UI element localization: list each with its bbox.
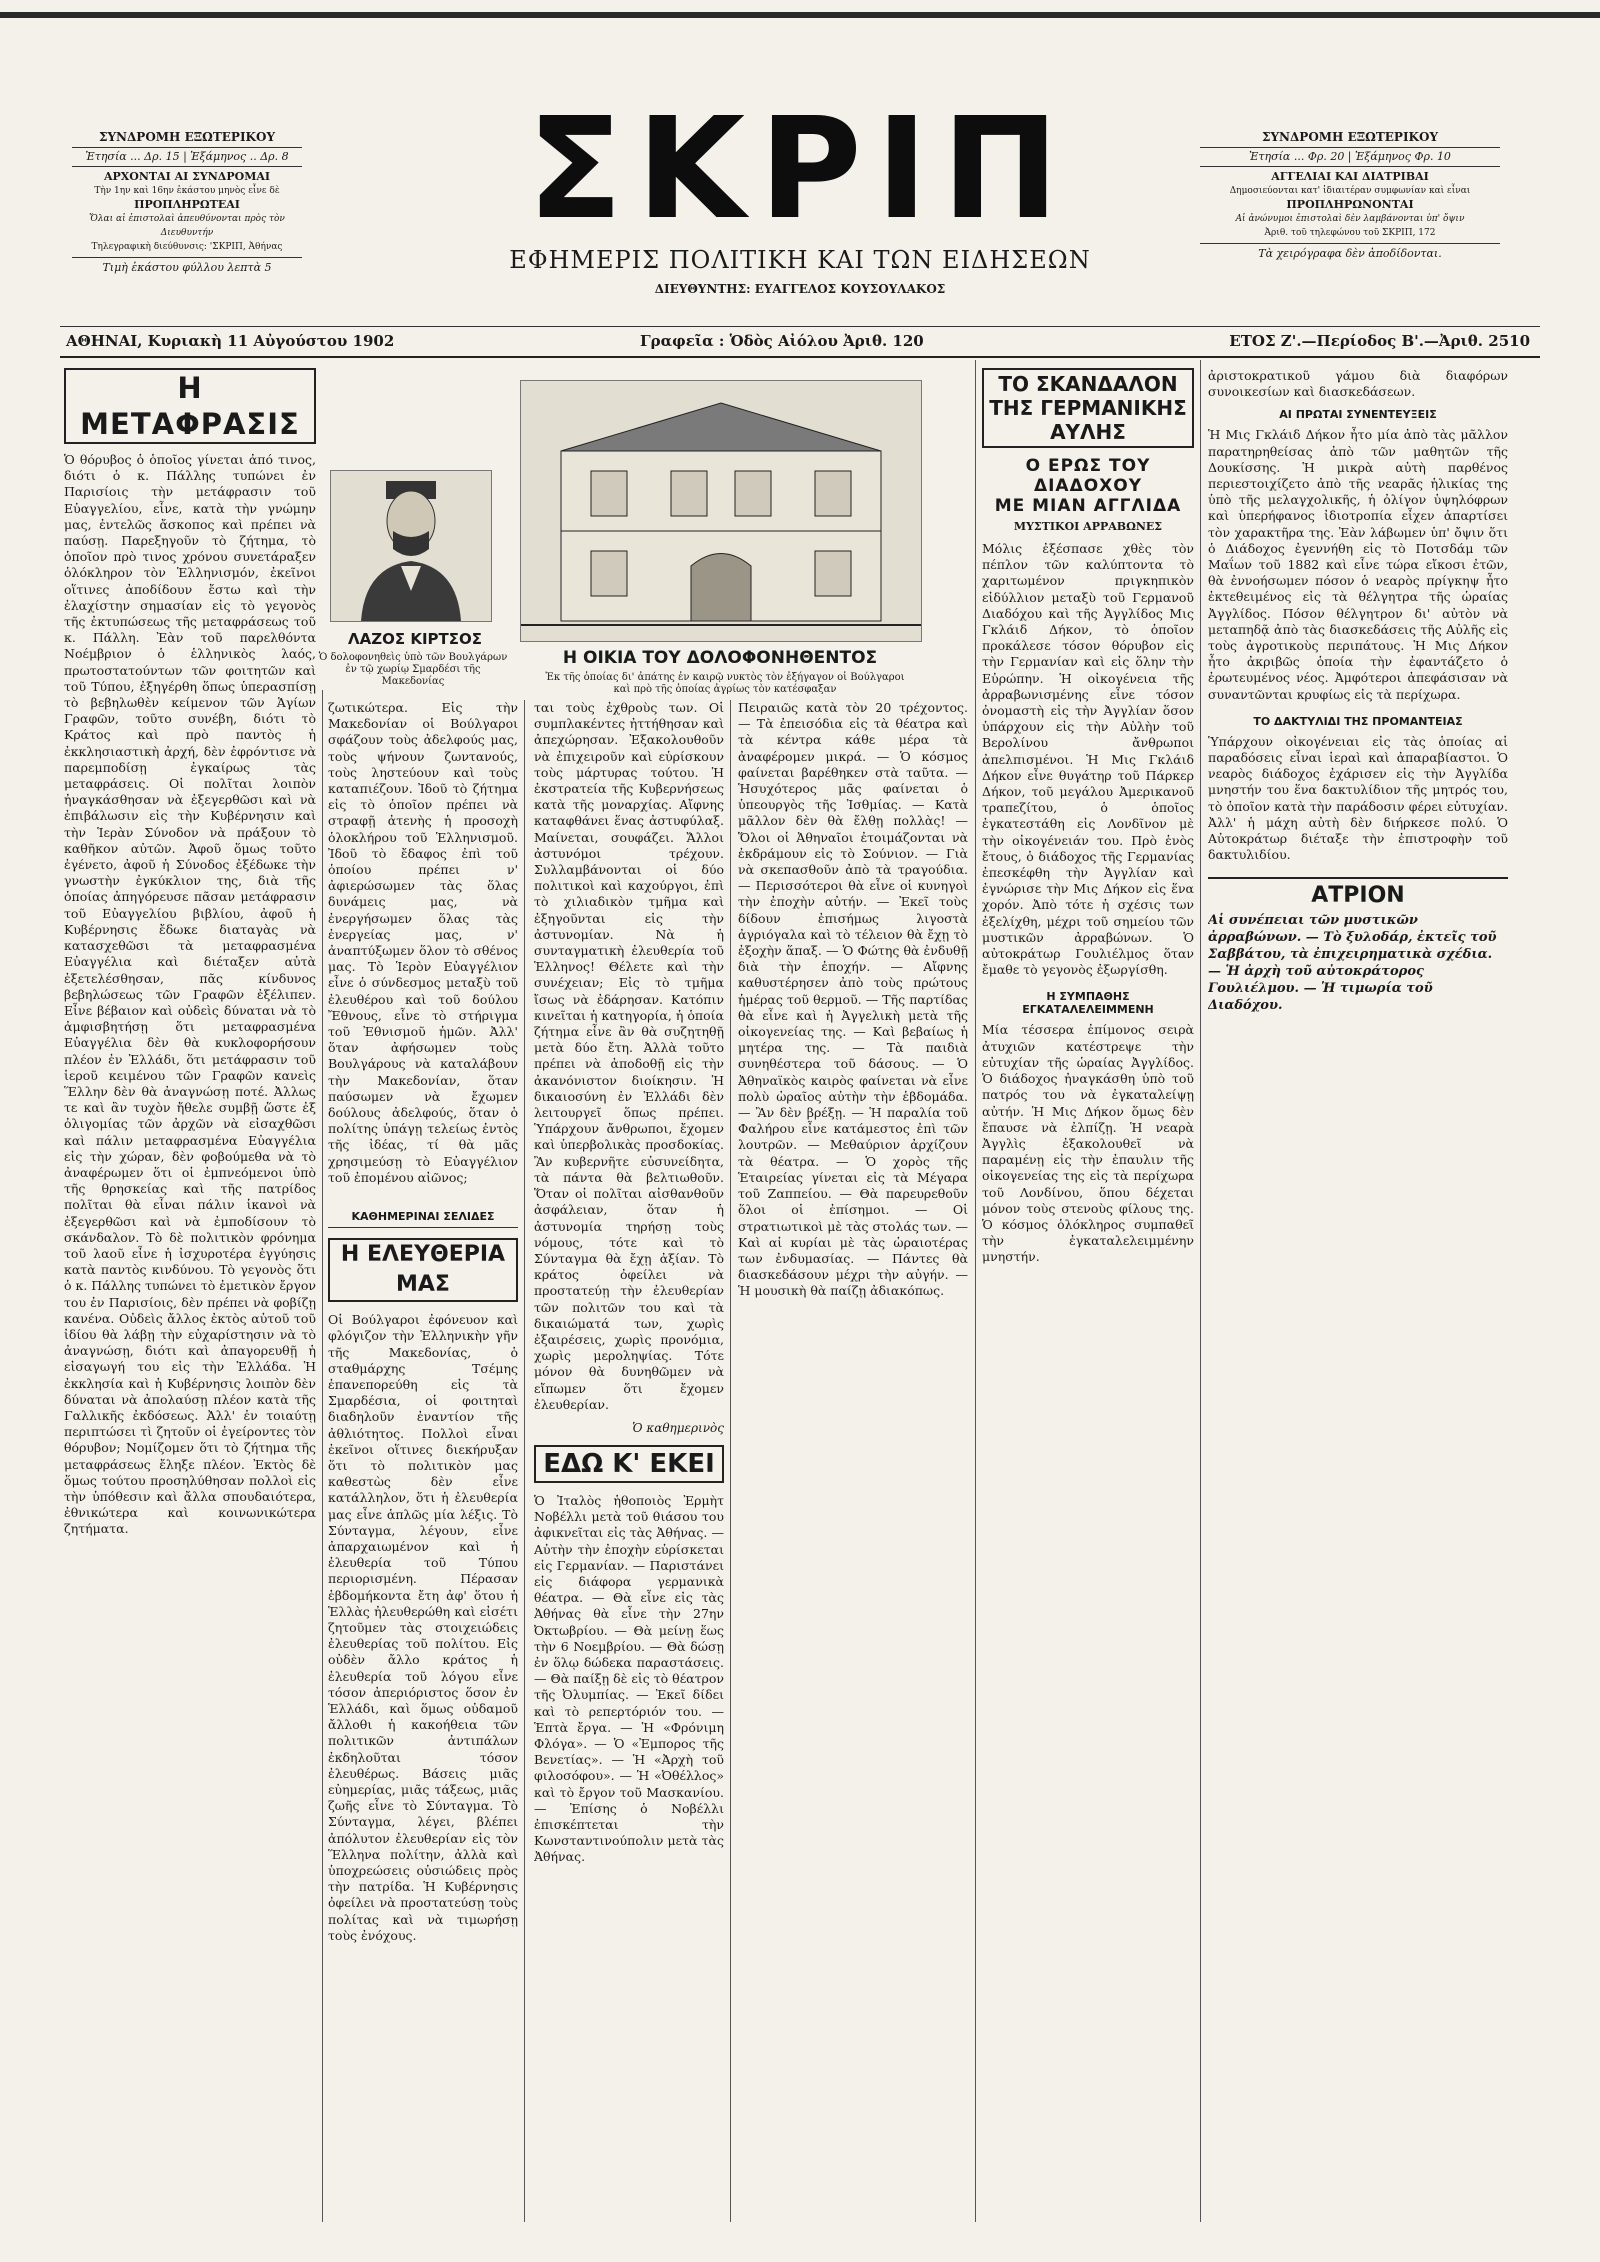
manuscripts-note: Τὰ χειρόγραφα δὲν ἀποδίδονται.: [1200, 243, 1500, 261]
portrait-subcaption: Ὁ δολοφονηθεὶς ὑπὸ τῶν Βουλγάρων ἐν τῷ χωρίῳ Σμαρδέσι τῆς Μακεδονίας: [318, 652, 508, 687]
dateline-rule-top: [60, 326, 1540, 327]
subscription-title-right: ΣΥΝΔΡΟΜΗ ΕΞΩΤΕΡΙΚΟΥ: [1261, 130, 1439, 144]
headline-translation: Η ΜΕΤΑΦΡΑΣΙΣ: [64, 368, 316, 444]
masthead: [390, 88, 1210, 296]
subscription-left: [72, 130, 302, 275]
column-3-body: ται τοὺς ἐχθροὺς των. Οἱ συμπλακέντες ἠττήθησαν καὶ ἀπεχώρησαν. Ἐξακολουθοῦν νὰ ἐπιχειροῦν καὶ εὑρίσκουν τοὺς μάρτυρας τούτου. Ἡ ἐκστρατεία τῆς Κυβερνήσεως κατὰ τῆς μοναρχίας. Αἴφνης καταφθάνει ἕνας ἀστυφύλαξ. Μαίνεται, σουφάζει. Ἄλλοι ἀστυνόμοι τρέχουν. Συλλαμβάνονται οἱ δύο πολιτικοὶ καὶ καχούργοι, ἐπὶ τὸ χιλιαδικὸν τμῆμα καὶ ἐξηγοῦνται εἰς τὴν ἀστυνομίαν. Νὰ ἡ συνταγματικὴ ἐλευθερία τοῦ Ἑλληνος! Θέλετε καὶ τὴν συνέχειαν; Εἰς τὸ τμῆμα ἴσως νὰ ἐδάρησαν. Κατόπιν κινεῖται ἡ κατηγορία, ἡ ὁποία ζήτημα εἶνε ἂν θὰ συζητηθῇ μετὰ δύο ἔτη. Ἀλλὰ τοῦτο πρέπει νὰ ἀποδοθῇ εἰς τὴν ἀκανόνιστον διοίκησιν. Ἡ δικαιοσύνη ἐν Ἑλλάδι δὲν λειτουργεῖ ὅπως πρέπει. Ὑπάρχουν ἄνθρωποι, ἔχομεν καὶ ὑπερβολικὰς προσδοκίας. Ἂν κυβερνῆτε εὐσυνείδητα, τὰ πάντα θὰ βελτιωθοῦν. Ὅταν οἱ πολῖται αἰσθανθοῦν ἀσφάλειαν, ὅταν ἡ ἀστυνομία τηρήσῃ τοὺς νόμους, τότε καὶ τὸ Σύνταγμα θὰ ἔχῃ ἀξίαν. Τὸ κράτος ὀφείλει νὰ προστατεύῃ τὴν ἐλευθερίαν τῶν πολιτῶν του καὶ τὰ δικαιώματά των, χωρὶς ἐξαιρέσεις, χωρὶς προνόμια, χωρὶς μεροληψίας. Τότε μόνον θὰ δυνηθῶμεν νὰ εἴπωμεν ὅτι ἔχομεν ἐλευθερίαν.: [534, 700, 724, 1412]
column-1: [64, 368, 316, 2228]
telegraph-address: Τηλεγραφικὴ διεύθυνσις: 'ΣΚΡΙΠ, Ἀθήνας: [91, 242, 283, 252]
daily-signature: Ὁ καθημερινὸς: [632, 1420, 724, 1435]
portrait-article-body: ζωτικώτερα. Εἰς τὴν Μακεδονίαν οἱ Βούλγαροι σφάζουν τοὺς ἀδελφούς μας, τοὺς ψήνουν ζωντανούς, τοὺς ληστεύουν καὶ τοὺς καταπιέζουν. Ἰδοῦ τὸ ζήτημα εἰς τὸ ὁποῖον πρέπει νὰ στραφῇ ἀτενὴς ἡ προσοχὴ ὁλοκλήρου τοῦ Ἑλληνισμοῦ. Ἰδοῦ τὸ ἔδαφος ἐπὶ τοῦ ὁποίου πρέπει ν' ἀφιερώσωμεν τὰς ὅλας δυνάμεις μας, νὰ ἐνεργήσωμεν ὅλας τὰς ἐνεργείας μας, ν' ἀναπτύξωμεν ὅλον τὸ σθένος μας. Τὸ Ἱερὸν Εὐαγγέλιον εἶνε ὁ σύνδεσμος μεταξὺ τοῦ ἐλευθέρου καὶ τοῦ δούλου Ἔθνους, εἶνε τὸ στήριγμα τοῦ Ἐθνισμοῦ ἡμῶν. Ἀλλ' ὅταν ἀφήσωμεν τοὺς Βουλγάρους νὰ καταλάβουν τὴν Μακεδονίαν, ὅταν παύσωμεν νὰ ἔχωμεν δούλους ἀδελφούς, ὅταν ὁ πολίτης ὑπάγῃ τελείως ἐντὸς τῆς ἰδέας, τί θὰ μᾶς χρησιμεύσῃ τὸ Εὐαγγέλιον τοῦ ἐπομένου αἰῶνος;: [328, 700, 518, 1185]
newspaper-subtitle: ΕΦΗΜΕΡΙΣ ΠΟΛΙΤΙΚΗ ΚΑΙ ΤΩΝ ΕΙΔΗΣΕΩΝ: [509, 246, 1091, 274]
anonymous-letters-note: Αἱ ἀνώνυμοι ἐπιστολαὶ δὲν λαμβάνονται ὑπ' ὄψιν: [1235, 214, 1465, 224]
ring-subhead: ΤΟ ΔΑΚΤΥΛΙΔΙ ΤΗΣ ΠΡΟΜΑΝΤΕΙΑΣ: [1253, 714, 1463, 728]
prepaid-label-right: ΠΡΟΠΛΗΡΩΝΟΝΤΑΙ: [1286, 198, 1414, 211]
column-4-body: Πειραιῶς κατὰ τὸν 20 τρέχοντος. — Τὰ ἐπεισόδια εἰς τὰ θέατρα καὶ τὰ κέντρα κάθε μέρα τὰ ἀναφέρομεν μικρά. — Ὁ κόσμος φαίνεται βαρέθηκεν στὰ ταῦτα. — Ἡσυχότερος μᾶς φαίνεται ὁ ὑπεουργὸς τῆς Ἰσθμίας. — Κατὰ μᾶλλον δὲν θὰ ἔλθῃ πολλὰς! — Ὅλοι οἱ Ἀθηναῖοι ἐτοιμάζονται νὰ ἐκδράμουν εἰς τὸ Σούνιον. — Γιὰ νὰ σκεπασθοῦν ἀπὸ τὰ τραγούδια. — Περισσότεροι θὰ εἶνε οἱ κυνηγοὶ τὴν ἐποχὴν αὐτήν. — Ἐκεῖ τοὺς δίδουν ἐπισήμως λιγοστὰ ἀγριόγαλα καὶ τὸ τέλειον θὰ ἔχῃ τὸ ἐξοχὴν ἅπαξ. — Ὁ Φώτης θὰ ἐνδυθῇ διὰ τὴν ἐποχήν. — Αἴφνης καθυστέρησεν ἀπὸ τοὺς πρώτους ἡμέρας τοῦ θερμοῦ. — Τῆς παρτίδας θὰ εἶνε καὶ ἡ Ἀγγελικὴ μετὰ τῆς οἰκογενείας της. — Καὶ βεβαίως ἡ μητέρα της. — Τὰ παιδιὰ συνηθέστερα τοῦ δάσους. — Ὁ Ἀθηναϊκὸς καιρὸς φαίνεται νὰ εἶνε πολὺ ὡραῖος αὐτὴν τὴν ἑβδομάδα. — Ἂν δὲν βρέξῃ. — Ἡ παραλία τοῦ Φαλήρου εἶνε κατάμεστος ἐπὶ τῶν λουτρῶν. — Μεθαύριον ἀρχίζουν τὰ θέατρα. — Ὁ χορὸς τῆς Ἑταιρείας γίνεται εἰς τὰ Μέγαρα τοῦ Ζαππείου. — Θὰ παρευρεθοῦν ὅλοι οἱ ἐπίσημοι. — Οἱ στρατιωτικοὶ μὲ τὰς στολάς των. — Καὶ αἱ κυρίαι μὲ τὰς ὡραιοτέρας των ἐνδυμασίας. — Πάντες θὰ διασκεδάσουν μέχρι τὴν αὐγήν. — Ἡ μουσικὴ θὰ παίζῃ ἀδιακόπως.: [738, 700, 968, 1299]
portrait-illustration: [331, 471, 491, 621]
issue-price: Τιμὴ ἑκάστου φύλλου λεπτὰ 5: [72, 257, 302, 275]
scandal-subtitle-3: ΜΥΣΤΙΚΟΙ ΑΡΡΑΒΩΝΕΣ: [1013, 520, 1163, 533]
house-image: [520, 380, 922, 642]
subscription-right: [1200, 130, 1500, 261]
abandoned-subhead: Η ΣΥΜΠΑΘΗΣ ΕΓΚΑΤΑΛΕΛΕΙΜΜΕΝΗ: [1022, 990, 1154, 1017]
column-6-top: ἀριστοκρατικοῦ γάμου διὰ διαφόρων συνοικεσίων καὶ διασκεδάσεων.: [1208, 368, 1508, 400]
column-2: [328, 700, 518, 2230]
abandoned-body: Μία τέσσερα ἐπίμονος σειρὰ ἀτυχιῶν κατέστρεψε τὴν εὐτυχίαν τῆς ὡραίας Ἀγγλίδος. Ὁ διάδοχος ἠναγκάσθη ὑπὸ τοῦ πατρός του νὰ ἐγκαταλείψῃ αὐτήν. Ἡ Μις Δήκον ὅμως δὲν ἔπαυσε νὰ ἐλπίζῃ. Ἡ νεαρὰ Ἀγγλὶς ἐξακολουθεῖ νὰ παραμένῃ εἰς τὴν ἐπαυλιν τῆς οἰκογενείας της εἰς τὰ περίχωρα τοῦ Λονδίνου, ὅπου δέχεται μόνον τοὺς στενοὺς φίλους της. Ὁ κόσμος ὁλόκληρος συμπαθεῖ τὴν ἐγκαταλελειμμένην μνηστήν.: [982, 1022, 1194, 1265]
portrait-image: [330, 470, 492, 622]
house-caption: Η ΟΙΚΙΑ ΤΟΥ ΔΟΛΟΦΟΝΗΘΕΝΤΟΣ: [562, 648, 878, 668]
column-label: ΚΑΘΗΜΕΡΙΝΑΙ ΣΕΛΙΔΕΣ: [328, 1210, 518, 1228]
column-5: [982, 368, 1194, 2228]
ads-label: ΑΓΓΕΛΙΑΙ ΚΑΙ ΔΙΑΤΡΙΒΑΙ: [1271, 170, 1429, 183]
translation-article-body: Ὁ θόρυβος ὁ ὁποῖος γίνεται ἀπό τινος, διότι ὁ κ. Πάλλης τυπώνει ἐν Παρισίοις τὴν μετάφρασιν τοῦ Εὐαγγελίου, εἶνε, κατὰ τὴν γνώμην μας, ἐντελῶς ἄσκοπος καὶ πρέπει νὰ παύσῃ. Παρεξηγοῦν τὸ ζήτημα, τὸ ὁποῖον πρὸ τινος χρόνου συνετάραξεν ὁλόκληρον τὸν Ἑλληνισμόν, ἐκεῖνοι οἵτινες ἀποδίδουν ἔστω καὶ τὴν ἐλαχίστην σημασίαν εἰς τὸ γεγονὸς τῆς ἐκτυπώσεως τῆς μεταφράσεως τοῦ κ. Πάλλη. Ἐὰν τοῦ παρελθόντα Νοέμβριον ὁ ἑλληνικὸς λαός, πρωτοστατούντων τῶν φοιτητῶν καὶ τοῦ Τύπου, ἐξηγέρθη ὅπως ὑπερασπίσῃ τὸ βεβηλωθὲν κείμενον τῶν Ἁγίων Γραφῶν, τοῦτο συνέβη, διότι τὸ Κράτος καὶ πρὸ παντὸς ἡ ἐκκλησιαστικὴ ἀρχή, δὲν ἐφρόντισε νὰ παρεμποδίσῃ ἐγκαίρως τὰς μεταφράσεις. Οἱ πολῖται λοιπὸν ἠναγκάσθησαν νὰ ἐξεγερθῶσι καὶ νὰ ἐπιβάλωσιν εἰς τὴν Κυβέρνησιν καὶ τὴν Ἱερὰν Σύνοδον νὰ πράξουν τὸ καθῆκον αὐτῶν. Ἀφοῦ ὅμως τοῦτο ἐγένετο, ἀφοῦ ἡ Σύνοδος ἐξέδωκε τὴν γνωστὴν ἐγκύκλιον της, διὰ τῆς ὁποίας ἀπηγόρευσε πᾶσαν μετάφρασιν τοῦ Εὐαγγελίου βιβλίου, ἀφοῦ ἡ Κυβέρνησις ἔδωκε διαταγὰς νὰ κατασχεθῶσι τὰ μεταφρασμένα Εὐαγγέλια καὶ διέταξεν αὐτὰ ἐξετελέσθησαν, πᾶς κίνδυνος βεβηλώσεως τῶν Γραφῶν ἐξέλιπεν. Εἶνε βέβαιον καὶ οὐδεὶς δύναται νὰ τὸ ἀμφισβητήσῃ ὅτι μεταφρασμένα Εὐαγγέλια δὲν θὰ κυκλοφορήσουν πλέον ἐν Ἑλλάδι, ὅτι μετάφρασιν τοῦ ἱεροῦ κειμένου τῶν Γραφῶν κανεὶς Ἕλλην δὲν θὰ ἀναγνώσῃ ποτέ. Ἀλλως τε καὶ ἂν τυχὸν ἤθελε συμβῇ ὥστε ἐξ ὀλιγομίας τῶν ἀρχῶν νὰ εἰσαχθῶσι καὶ πάλιν μεταφρασμένα Εὐαγγέλια εἰς τὴν χώραν, δὲν φοβούμεθα νὰ τὸ ἀναφέρωμεν ὅτι οἱ ἐμπνεόμενοι ὑπὸ τῆς θρησκείας καὶ τῆς πατρίδος πολῖται θὰ εἶναι πάλιν ἱκανοὶ νὰ ἐξεγερθῶσι καὶ νὰ ἐμποδίσουν τὸ σκάνδαλον. Τὸ δὲ πολιτικὸν φρόνημα τοῦ λαοῦ εἶνε ἡ ἰσχυροτέρα ἐγγύησις κατὰ παντὸς κινδύνου. Τὸ γεγονὸς ὅτι ὁ κ. Πάλλης τυπώνει τὸ ἐμετικὸν ἔργον του ἐν Παρισίοις, δὲν πρέπει νὰ φοβίζῃ κανένα. Οὐδεὶς ἄλλος ἐκτὸς αὐτοῦ τοῦ ἰδίου θὰ λάβῃ τὴν εὐχαρίστησιν νὰ τὸ ἀναγνώσῃ, διότι καὶ ἀπαγορευθῇ ἡ εἰσαγωγή του εἰς τὴν Ἑλλάδα. Ἡ ἐκκλησία καὶ ἡ Κυβέρνησις λοιπὸν δὲν δύναται νὰ ἀπολαύσῃ πλέον κατὰ τῆς Γαλλικῆς ἐκδόσεως. Ἀλλ' ἐν τοιαύτῃ περιπτώσει τὶ ζητοῦν οἱ ἐγείροντες τὸν θόρυβον; Νομίζομεν ὅτι τὸ ζήτημα τῆς μεταφράσεως ἔληξε πλέον. Ἐκτὸς δὲ ὅμως τούτου προσηλύθησαν πολλοὶ εἰς τὴν ὑπόθεσιν καὶ ἄλλα σπουδαιότερα, ἐθνικώτερα καὶ κοινωνικώτερα ζητήματα.: [64, 452, 316, 1537]
scandal-subtitle-1: Ο ΕΡΩΣ ΤΟΥ ΔΙΑΔΟΧΟΥ: [1025, 456, 1151, 496]
column-rule-1: [322, 690, 323, 2222]
subscriptions-start: ΑΡΧΟΝΤΑΙ ΑΙ ΣΥΝΔΡΟΜΑΙ: [103, 170, 271, 183]
here-and-there-body: Ὁ Ἰταλὸς ἡθοποιὸς Ἐρμὴτ Νοβέλλι μετὰ τοῦ θιάσου του ἀφικνεῖται εἰς τὰς Ἀθήνας. — Αὐτὴν τὴν ἐποχὴν εὑρίσκεται εἰς Γερμανίαν. — Παριστάνει εἰς διάφορα γερμανικὰ θέατρα. — Θὰ εἶνε εἰς τὰς Ἀθήνας θὰ εἶνε τὴν 27ην Ὀκτωβρίου. — Θὰ μείνῃ ἕως τὴν 6 Νοεμβρίου. — Θὰ δώσῃ ἐν ὅλῳ δώδεκα παραστάσεις. — Θὰ παίξῃ δὲ εἰς τὸ θέατρον τῆς Ὀλυμπίας. — Ἐκεῖ δίδει καὶ τὸ ρεπερτόριόν του. — Ἑπτὰ ἔργα. — Ἡ «Φρόνιμη Φλόγα». — Ὁ «Ἐμπορος τῆς Βενετίας». — Ἡ «Ἀρχὴ τοῦ φιλοσόφου». — Ἡ «Ὀθέλλος» καὶ τὸ ἔργον τοῦ Μασκανίου. — Ἐπίσης ὁ Νοβέλλι ἐπισκέπτεται τὴν Κωνσταντινούπολιν μετὰ τὰς Ἀθήνας.: [534, 1492, 724, 1865]
freedom-article-body: Οἱ Βούλγαροι ἐφόνευον καὶ φλόγιζον τὴν Ἑλληνικὴν γῆν τῆς Μακεδονίας, ὁ σταθμάρχης Τσέμης ἐπανεπορεύθη εἰς τὰ Σμαρδέσια, οἱ φοιτηταὶ διαδηλοῦν ἐναντίον τῆς ἀθλιότητος. Πολλοὶ εἶναι ἐκεῖνοι οἵτινες διεκήρυξαν ὅτι τὸ πολιτικὸν μας καθεστὼς δὲν εἶνε κατάλληλον, ὅτι ἡ ἐλευθερία μας εἶνε ἁπλῶς μία λέξις. Τὸ Σύνταγμα, λέγουν, εἶνε ἀπαρχαιωμένον καὶ ἡ ἐλευθερία τοῦ Τύπου περιορισμένη. Πέρασαν ἑβδομήκοντα ἔτη ἀφ' ὅτου ἡ Ἑλλὰς ἠλευθερώθη καὶ εἰσέτι ζητοῦμεν τὰς στοιχειώδεις ἐλευθερίας τοῦ πολίτου. Εἰς οὐδὲν ἄλλο κράτος ἡ ἐλευθερία τοῦ λόγου εἶνε τόσον ἀπεριόριστος ὅσον ἐν Ἑλλάδι, καὶ ὅμως οὐδαμοῦ ἄλλοθι ἡ κακοήθεια τῶν πολιτικῶν ἀντιπάλων ἐκδηλοῦται τόσον ἐλευθέρως. Βάσεις μιᾶς εὐημερίας, μιᾶς τάξεως, μιᾶς ζωῆς εἶνε τὸ Σύνταγμα. Τὸ Σύνταγμα, λέγει, βλέπει ἀπόλυτον ἐλευθερίαν εἰς τὸν Ἕλληνα πολίτην, ἀλλὰ καὶ ὑποχρεώσεις οὐσιώδεις πρὸς τὴν πατρίδα. Ἡ Κυβέρνησις ὀφείλει νὰ προστατεύσῃ τοὺς πολίτας καὶ νὰ τιμωρήσῃ τοὺς ἐνόχους.: [328, 1312, 518, 1943]
phone-number: Ἀριθ. τοῦ τηλεφώνου τοῦ ΣΚΡΙΠ, 172: [1264, 228, 1436, 238]
column-rule-2: [524, 700, 525, 2222]
first-interviews-body: Ἡ Μις Γκλάιδ Δήκον ἦτο μία ἀπὸ τὰς μᾶλλον παρατηρηθείσας ἀπὸ τῶν μαθητῶν τῆς Δουκίσσης. Ἡ μικρὰ αὐτὴ παρθένος περιεστοιχίζετο ἀπὸ τῆς νεαρᾶς ἡλικίας της ὑπὸ τῆς μελαγχολικῆς, ἡ ὀλίγον ὑψηλόφρων καὶ ὑπερήφανος ἰδιοτροπία εἶχεν ἀπαρτίσει τὸν χαρακτῆρα της. Ἐὰν λάβωμεν ὑπ' ὄψιν ὅτι ὁ Διάδοχος ἐγεννήθη εἰς τὸ Ποτσδάμ τῶν Μαΐων τοῦ 1882 καὶ εἶνε τώρα εἴκοσι ἐτῶν, θὰ ἐννοήσωμεν πόσον ὁ νεαρὸς πρίγκηψ ἦτο ἐκτεθειμένος εἰς τὰ θέλγητρα τῆς ὡραίας Ἀγγλίδος. Πόσον θέλγητρον δι' αὐτὸν νὰ μεταπηδᾷ ἀπὸ τὰς διασκεδάσεις τῆς Αὐλῆς εἰς τοὺς ἀγροτικοὺς περιπάτους. Ἡ Μις Δήκον ἦτο ἀκριβῶς ὁποία τὴν ἐφαντάζετο ὁ ἐρωτευμένος νέος. Ἀμφότεροι ἀπεφάσισαν νὰ συναντῶνται κρυφίως εἰς τὰ περίχωρα.: [1208, 427, 1508, 702]
dateline-center: Γραφεῖα : Ὁδὸς Αἰόλου Ἀριθ. 120: [640, 332, 924, 350]
subscription-prices-right: Ἐτησία ... Φρ. 20 | Ἑξάμηνος Φρ. 10: [1200, 147, 1500, 167]
address-note: Ὅλαι αἱ ἐπιστολαὶ ἀπευθύνονται πρὸς τὸν Διευθυντήν: [89, 214, 285, 238]
column-rule-4: [975, 360, 976, 2222]
dateline-right: ΕΤΟΣ Ζ'.—Περίοδος Β'.—Ἀριθ. 2510: [1229, 332, 1530, 350]
column-rule-5: [1200, 360, 1201, 2222]
ads-detail: Δημοσιεύονται κατ' ἰδιαιτέραν συμφωνίαν καὶ εἶναι: [1229, 186, 1471, 196]
column-4: [738, 700, 968, 2230]
house-illustration: [521, 381, 921, 641]
subscriptions-detail: Τὴν 1ην καὶ 16ην ἑκάστου μηνὸς εἶνε δὲ: [94, 186, 280, 196]
tomorrow-heading: ΑΤΡΙΟΝ: [1208, 877, 1508, 908]
scandal-title: ΤΟ ΣΚΑΝΔΑΛΟΝ ΤΗΣ ΓΕΡΜΑΝΙΚΗΣ ΑΥΛΗΣ: [982, 368, 1194, 448]
newspaper-title: ΣΚΡΙΠ: [527, 88, 1073, 251]
scandal-subtitle-2: ΜΕ ΜΙΑΝ ΑΓΓΛΙΔΑ: [994, 496, 1182, 516]
prepaid-label-left: ΠΡΟΠΛΗΡΩΤΕΑΙ: [134, 198, 240, 211]
headline-freedom: Η ΕΛΕΥΘΕΡΙΑ ΜΑΣ: [328, 1238, 518, 1302]
column-6: [1208, 368, 1508, 2228]
first-interviews-subhead: ΑΙ ΠΡΩΤΑΙ ΣΥΝΕΝΤΕΥΞΕΙΣ: [1279, 408, 1437, 422]
tomorrow-body: Αἱ συνέπειαι τῶν μυστικῶν ἀρραβώνων. — Τὸ ξυλοδάρ, ἐκτεῖς τοῦ Σαββάτου, τὰ ἐπιχειρηματικὰ σχέδια. — Ἡ ἀρχὴ τοῦ αὐτοκράτορος Γουλιέλμου. — Ἡ τιμωρία τοῦ Διαδόχου.: [1208, 913, 1497, 1014]
newspaper-director: ΔΙΕΥΘΥΝΤΗΣ: ΕΥΑΓΓΕΛΟΣ ΚΟΥΣΟΥΛΑΚΟΣ: [654, 282, 946, 296]
house-subcaption: Ἐκ τῆς ὁποίας δι' ἀπάτης ἐν καιρῷ νυκτὸς τὸν ἐξήγαγον οἱ Βούλγαροι καὶ πρὸ τῆς ὁποίας ἀγρίως τὸν κατέσφαξαν: [545, 672, 905, 695]
column-rule-3: [730, 700, 731, 2222]
ring-body: Ὑπάρχουν οἰκογένειαι εἰς τὰς ὁποίας αἱ παραδόσεις εἶναι ἱεραὶ καὶ ἀπαραβίαστοι. Ὁ νεαρὸς διάδοχος ἐχάρισεν εἰς τὴν Ἀγγλίδα μνηστήν του ἕνα δακτυλίδιον τῆς μητρός του, τὸ ὁποῖον κατὰ τὴν παράδοσιν φέρει εὐτυχίαν. Ἀλλ' ἡ μάχη αὐτὴ δὲν διήρκεσε πολύ. Ὁ Αὐτοκράτωρ διέταξε τὴν ἐπιστροφὴν τοῦ δακτυλιδίου.: [1208, 733, 1508, 863]
portrait-caption: ΛΑΖΟΣ ΚΙΡΤΣΟΣ: [348, 630, 482, 648]
top-border: [0, 12, 1600, 18]
scandal-body: Μόλις ἐξέσπασε χθὲς τὸν πέπλον τῶν καλύπτοντα τὸ χαριτωμένον πριγκηπικὸν εἰδύλλιον μεταξὺ τοῦ Γερμανοῦ Διαδόχου καὶ τῆς Ἀγγλίδος Μις Γκλάιδ Δήκον, τὸ ὁποῖον προκάλεσε τόσον θόρυβον εἰς τὴν Γερμανίαν καὶ εἰς ὅλην τὴν Εὐρώπην. Ἡ οἰκογένεια τῆς ἀρραβωνισμένης εἶνε τόσον ὀνομαστὴ εἰς τὴν Ἀγγλίαν ὅσον ὑπάρχουν εἰς τὴν Αὐλὴν τοῦ Βερολίνου ἄνθρωποι ἀπελπισμένοι. Ἡ Μις Γκλάιδ Δήκον εἶνε θυγάτηρ τοῦ Πάρκερ Δήκον, τοῦ μεγάλου Ἀμερικανοῦ τραπεζίτου, ὁ ὁποῖος ἐγκατεστάθη εἰς Λονδῖνον μὲ τὴν οἰκογένειάν του. Πρὸ ἑνὸς ἔτους, ὁ διάδοχος τῆς Γερμανίας ἐπεσκέφθη τὴν Ἀγγλίαν καὶ ἐγνώρισε τὴν Μις Δήκον εἰς ἕνα χορόν. Ἀπὸ τότε ἡ σχέσις των ἐξελίχθη, μέχρι τοῦ σημείου τῶν μυστικῶν ἀρραβώνων. Ὁ αὐτοκράτωρ Γουλιέλμος ὅταν ἔμαθε τὸ γεγονὸς ἐξωργίσθη.: [982, 541, 1194, 978]
column-3: [534, 700, 724, 2230]
dateline-left: ΑΘΗΝΑΙ, Κυριακὴ 11 Αὐγούστου 1902: [66, 332, 395, 350]
dateline-rule-bottom: [60, 356, 1540, 358]
subscription-title-left: ΣΥΝΔΡΟΜΗ ΕΞΩΤΕΡΙΚΟΥ: [98, 130, 276, 144]
subscription-prices-left: Ἐτησία ... Δρ. 15 | Ἑξάμηνος .. Δρ. 8: [72, 147, 302, 167]
headline-here-and-there: ΕΔΩ Κ' ΕΚΕΙ: [534, 1445, 724, 1483]
